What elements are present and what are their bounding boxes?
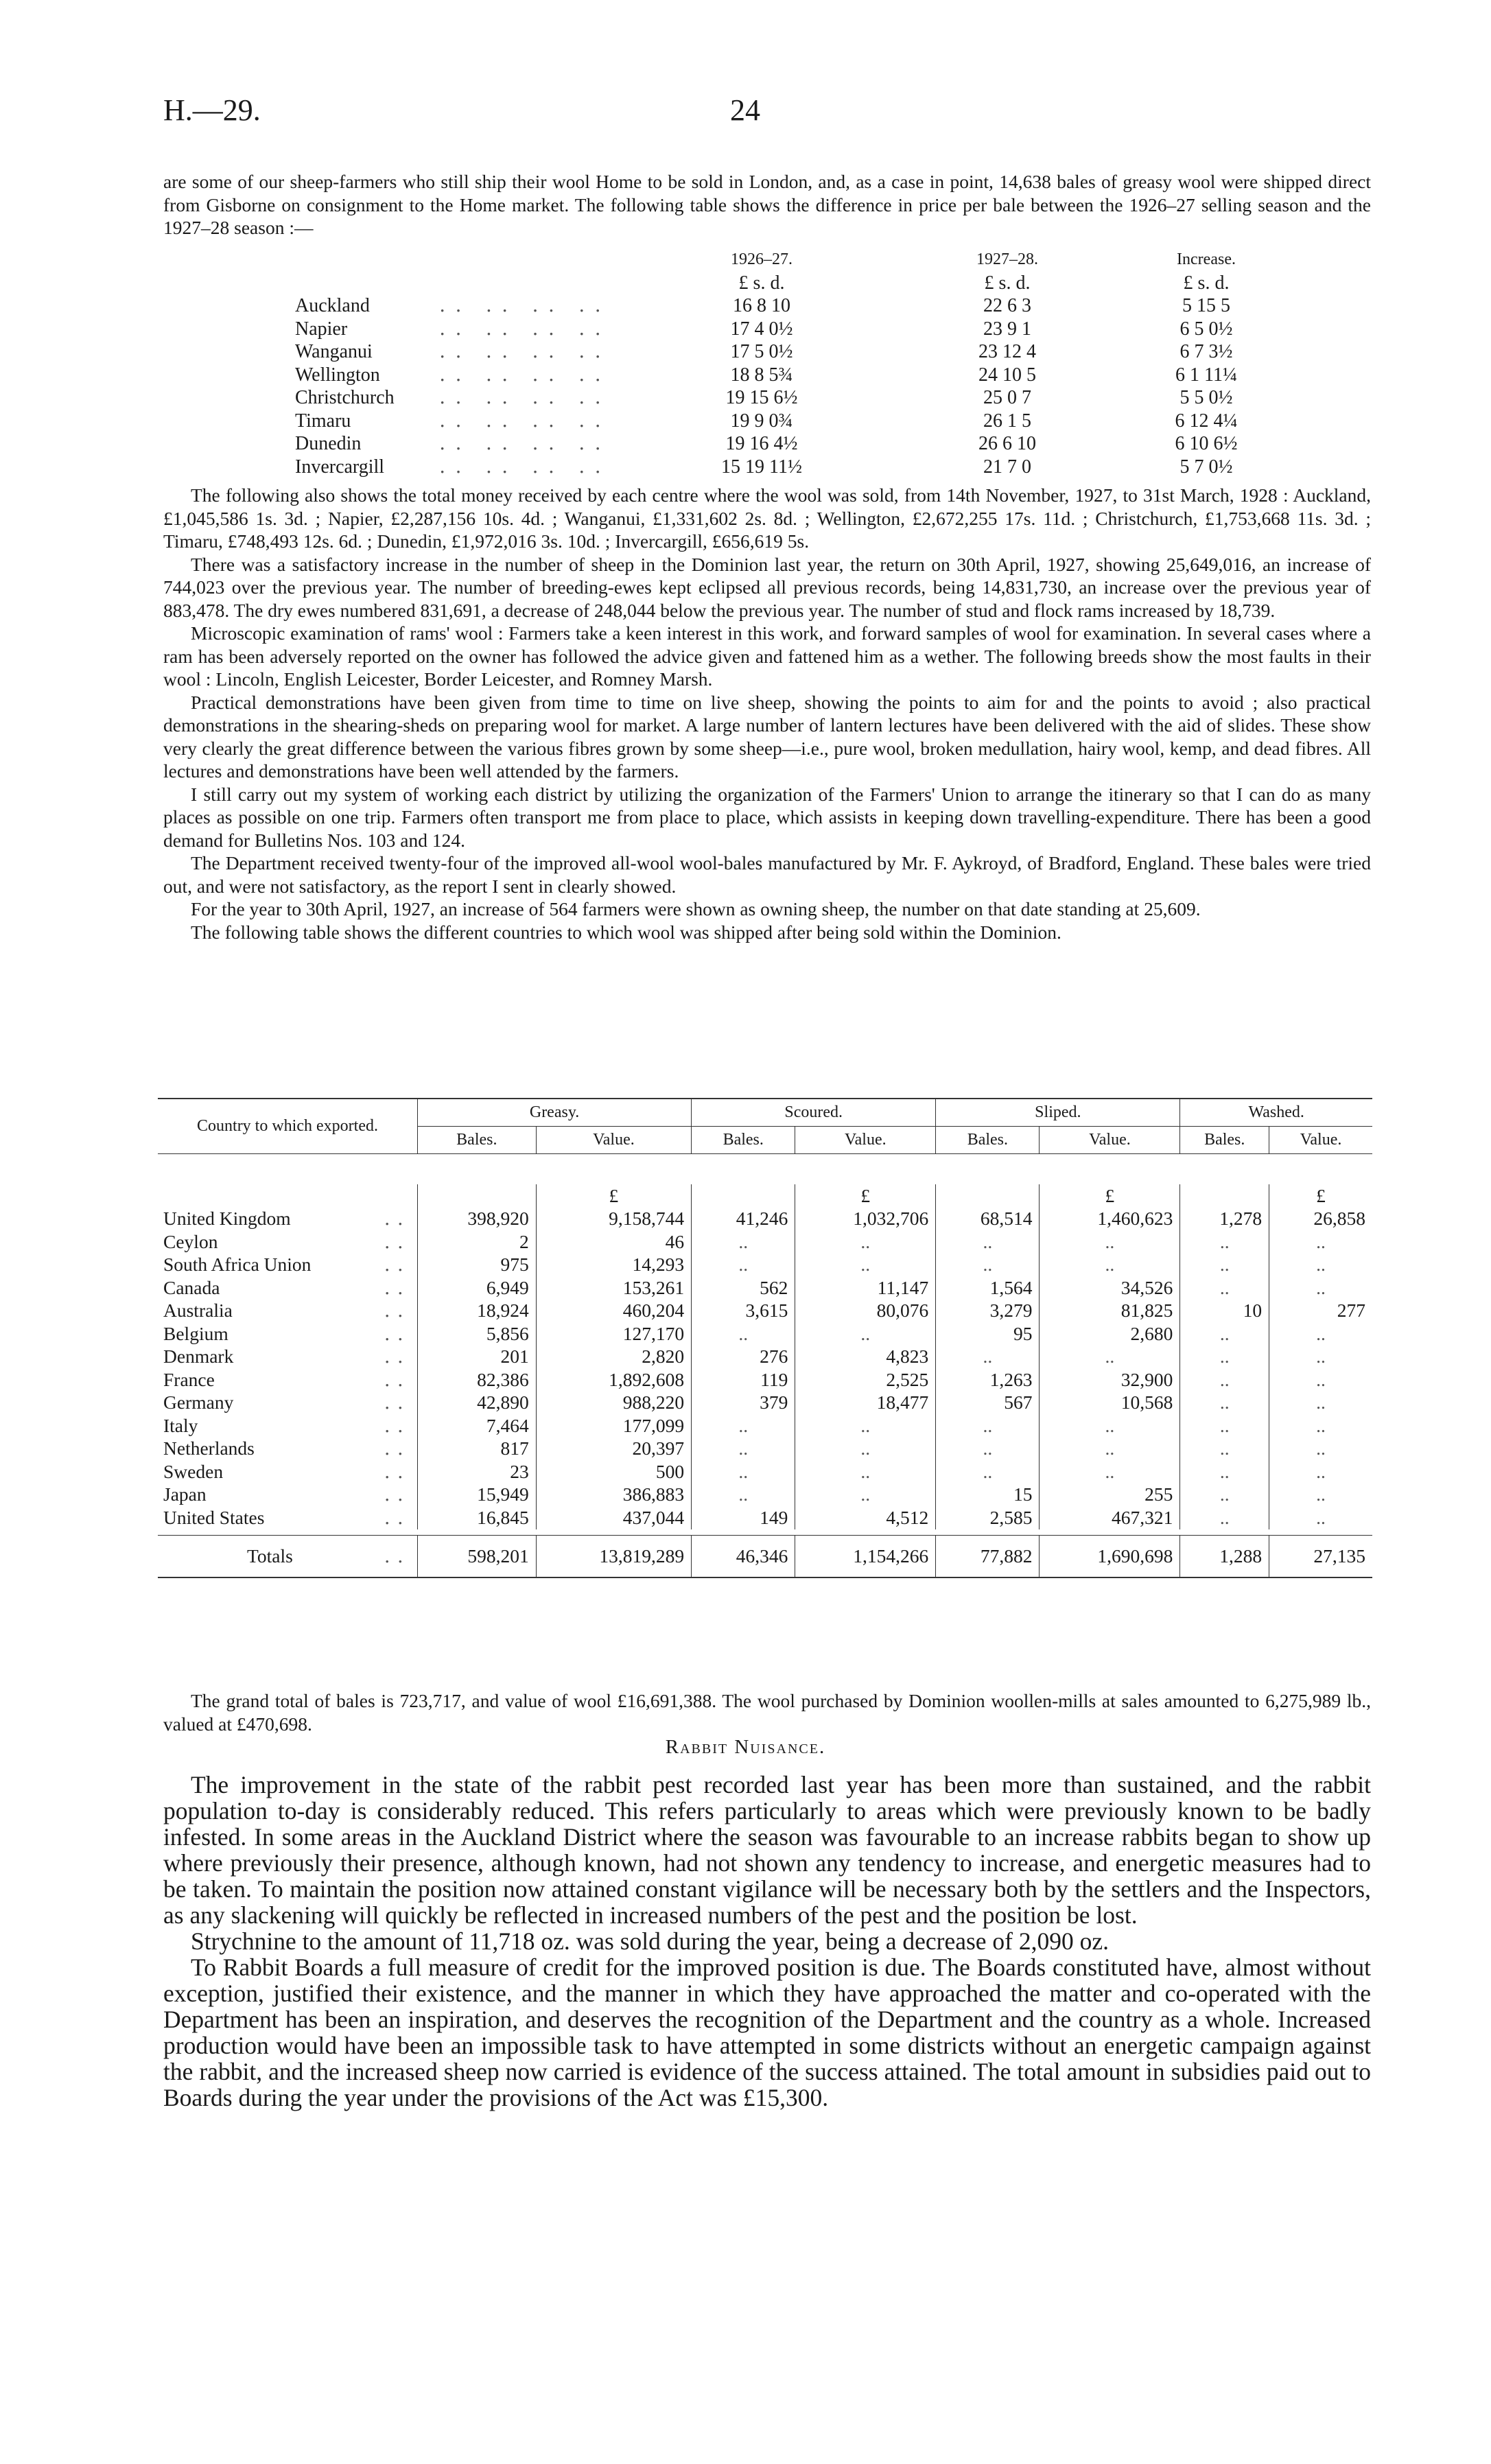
col-1927-28: 1927–28. — [976, 250, 1038, 268]
export-row — [158, 1460, 1372, 1483]
sub-value: Value. — [1269, 1127, 1372, 1154]
export-cell: 2,585 — [936, 1506, 1040, 1529]
export-row — [158, 1346, 1372, 1369]
unit-1: £ s. d. — [738, 272, 785, 294]
leader-dots: ․․ — [384, 1545, 410, 1567]
col-increase: Increase. — [1177, 250, 1236, 268]
export-cell: 15 — [936, 1483, 1040, 1507]
leader-dots: ․․ — [384, 1460, 410, 1482]
grand-total-paragraph: The grand total of bales is 723,717, and value of wool £16,691,388. The wool purchased by Dominion woollen-mills at sales amounted to 6,275,989 lb., valued at £470,698. — [163, 1690, 1371, 1735]
export-cell: 10,568 — [1040, 1392, 1180, 1415]
export-cell: .. — [1269, 1460, 1372, 1483]
export-cell: .. — [795, 1483, 936, 1507]
export-cell: 26,858 — [1269, 1208, 1372, 1231]
country-name: United Kingdom — [163, 1208, 291, 1230]
export-cell: 20,397 — [536, 1438, 691, 1461]
currency-symbol: £ — [1040, 1184, 1180, 1208]
leader-dots: ․․ ․․ ․․ ․․ — [439, 364, 611, 386]
export-cell: 398,920 — [418, 1208, 537, 1231]
export-cell: 437,044 — [536, 1506, 691, 1529]
rabbit-section — [163, 1772, 1371, 2111]
leader-dots: ․․ — [384, 1506, 410, 1528]
country-name: United States — [163, 1506, 265, 1528]
export-cell: 177,099 — [536, 1414, 691, 1438]
centre-name: Dunedin — [295, 433, 362, 454]
sub-value: Value. — [536, 1127, 691, 1154]
price-1927-28: 23 9 1 — [983, 318, 1031, 340]
country-name: Australia — [163, 1300, 233, 1322]
export-cell: 68,514 — [936, 1208, 1040, 1231]
export-cell: .. — [795, 1460, 936, 1483]
price-1927-28: 22 6 3 — [983, 295, 1031, 316]
country-name: South Africa Union — [163, 1254, 312, 1276]
microscopic-paragraph: Microscopic examination of rams' wool : Farmers take a keen interest in this work, and forward samples of wool for examination. In several cases where a ram has been adversely reported on the owner has followed the advice given and fattened him as a wether. The following breeds show the most faults in their wool : Lincoln, English Leicester, Border Leicester, and Romney Marsh. — [163, 622, 1371, 690]
price-increase: 5 7 0½ — [1179, 456, 1233, 478]
centre-name: Wellington — [295, 364, 380, 386]
sub-bales: Bales. — [1180, 1127, 1269, 1154]
centre-name: Timaru — [295, 410, 351, 432]
export-cell: .. — [692, 1322, 795, 1346]
price-increase: 5 5 0½ — [1179, 387, 1233, 408]
leader-dots: ․․ — [384, 1230, 410, 1252]
export-cell: 1,154,266 — [795, 1535, 936, 1577]
export-cell: 15,949 — [418, 1483, 537, 1507]
export-cell: 32,900 — [1040, 1368, 1180, 1392]
country-name: Sweden — [163, 1460, 224, 1482]
export-cell: .. — [1269, 1368, 1372, 1392]
leader-dots: ․․ — [384, 1392, 410, 1413]
totals-row — [158, 1535, 1372, 1577]
export-cell: 2,680 — [1040, 1322, 1180, 1346]
export-cell: 1,460,623 — [1040, 1208, 1180, 1231]
after-table-section — [163, 1689, 1371, 1735]
export-cell: 153,261 — [536, 1276, 691, 1300]
export-cell: 1,690,698 — [1040, 1535, 1180, 1577]
price-1926-27: 16 8 10 — [733, 295, 790, 316]
export-cell: 460,204 — [536, 1300, 691, 1323]
export-cell: 467,321 — [1040, 1506, 1180, 1529]
export-cell: 1,032,706 — [795, 1208, 936, 1231]
export-cell: 567 — [936, 1392, 1040, 1415]
leader-dots: ․․ ․․ ․․ ․․ — [439, 456, 611, 478]
page-number: 24 — [730, 93, 760, 127]
export-cell: 18,924 — [418, 1300, 537, 1323]
export-cell: 9,158,744 — [536, 1208, 691, 1231]
export-cell: 18,477 — [795, 1392, 936, 1415]
export-cell: 6,949 — [418, 1276, 537, 1300]
export-cell: .. — [1180, 1254, 1269, 1277]
export-cell: 1,892,608 — [536, 1368, 691, 1392]
export-cell: .. — [1180, 1438, 1269, 1461]
export-cell: 4,823 — [795, 1346, 936, 1369]
sub-value: Value. — [1040, 1127, 1180, 1154]
leader-dots: ․․ — [384, 1322, 410, 1344]
leader-dots: ․․ — [384, 1368, 410, 1390]
export-cell: 562 — [692, 1276, 795, 1300]
leader-dots: ․․ ․․ ․․ ․․ — [439, 387, 611, 408]
leader-dots: ․․ — [384, 1346, 410, 1368]
export-cell: 201 — [418, 1346, 537, 1369]
export-row — [158, 1254, 1372, 1277]
export-row — [158, 1506, 1372, 1529]
export-row — [158, 1368, 1372, 1392]
export-cell: .. — [692, 1230, 795, 1254]
leader-dots: ․․ ․․ ․․ ․․ — [439, 341, 611, 362]
strychnine-paragraph: Strychnine to the amount of 11,718 oz. was sold during the year, being a decrease of 2,090 oz. — [191, 1927, 1110, 1955]
export-cell: .. — [936, 1254, 1040, 1277]
export-cell: 119 — [692, 1368, 795, 1392]
export-cell: 95 — [936, 1322, 1040, 1346]
export-row — [158, 1230, 1372, 1254]
centre-name: Napier — [295, 318, 348, 340]
export-cell: 2,525 — [795, 1368, 936, 1392]
country-name: Netherlands — [163, 1438, 255, 1459]
currency-row — [158, 1184, 1372, 1208]
price-1927-28: 21 7 0 — [983, 456, 1031, 478]
price-increase: 6 12 4¼ — [1175, 410, 1238, 432]
country-name: Ceylon — [163, 1230, 218, 1252]
export-cell: .. — [795, 1438, 936, 1461]
export-cell: .. — [692, 1438, 795, 1461]
leader-dots: ․․ ․․ ․․ ․․ — [439, 318, 611, 340]
export-cell: .. — [1269, 1346, 1372, 1369]
export-cell: .. — [1180, 1276, 1269, 1300]
export-cell: 379 — [692, 1392, 795, 1415]
unit-3: £ s. d. — [1183, 272, 1230, 294]
export-cell: .. — [1269, 1392, 1372, 1415]
export-row — [158, 1438, 1372, 1461]
leader-dots: ․․ — [384, 1483, 410, 1505]
export-cell: .. — [1180, 1506, 1269, 1529]
sheep-numbers-paragraph: There was a satisfactory increase in the number of sheep in the Dominion last year, the return on 30th April, 1927, showing 25,649,016, an increase of 744,023 over the previous year. The number of breeding-ewes kept eclipsed all previous records, being 14,831,730, an increase over the previous year of 883,478. The dry ewes numbered 831,691, a decrease of 248,044 below the previous year. The number of stud and flock rams increased by 18,739. — [163, 553, 1371, 621]
price-1926-27: 19 15 6½ — [725, 387, 798, 408]
export-cell: 82,386 — [418, 1368, 537, 1392]
export-cell: .. — [1180, 1346, 1269, 1369]
export-cell: .. — [1269, 1414, 1372, 1438]
price-increase: 6 1 11¼ — [1175, 364, 1237, 386]
export-cell: 13,819,289 — [536, 1535, 691, 1577]
body-section — [163, 484, 1371, 943]
price-1927-28: 26 1 5 — [983, 410, 1031, 432]
export-cell: .. — [795, 1322, 936, 1346]
export-cell: .. — [1180, 1483, 1269, 1507]
export-cell: 80,076 — [795, 1300, 936, 1323]
country-name: Japan — [163, 1483, 207, 1505]
export-cell: .. — [1040, 1230, 1180, 1254]
export-cell: 127,170 — [536, 1322, 691, 1346]
country-name: Denmark — [163, 1346, 234, 1368]
leader-dots: ․․ — [384, 1438, 410, 1459]
export-cell: 2,820 — [536, 1346, 691, 1369]
export-cell: .. — [936, 1230, 1040, 1254]
farmers-increase-paragraph: For the year to 30th April, 1927, an increase of 564 farmers were shown as owning sheep, the number on that date standing at 25,609. — [191, 898, 1201, 919]
leader-dots: ․․ — [384, 1254, 410, 1276]
price-increase: 6 7 3½ — [1179, 341, 1233, 362]
export-cell: .. — [1180, 1368, 1269, 1392]
country-name: Canada — [163, 1276, 220, 1298]
centre-name: Christchurch — [295, 387, 395, 408]
leader-dots: ․․ ․․ ․․ ․․ — [439, 433, 611, 454]
export-cell: 11,147 — [795, 1276, 936, 1300]
price-1926-27: 17 4 0½ — [730, 318, 793, 340]
export-cell: .. — [1269, 1506, 1372, 1529]
export-cell: 4,512 — [795, 1506, 936, 1529]
export-cell: .. — [795, 1254, 936, 1277]
col-1926-27: 1926–27. — [731, 250, 793, 268]
export-cell: 1,263 — [936, 1368, 1040, 1392]
export-cell: 7,464 — [418, 1414, 537, 1438]
export-cell: .. — [692, 1483, 795, 1507]
export-cell: .. — [936, 1438, 1040, 1461]
sub-bales: Bales. — [936, 1127, 1040, 1154]
export-cell: .. — [1040, 1254, 1180, 1277]
leader-dots: ․․ ․․ ․․ ․․ — [439, 295, 611, 316]
rabbit-boards-paragraph: To Rabbit Boards a full measure of credit for the improved position is due. The Boards constituted have, almost without exception, justified their existence, and the manner in which they have approached the matter and co-operated with the Department has been an inspiration, and deserves the recognition of the Department and the country as a whole. Increased production would have been an impossible task to have attempted in some districts without an energetic campaign against the rabbit, and the increased sheep now carried is evidence of the success attained. The total amount in subsidies paid out to Boards during the year under the provisions of the Act was £15,300. — [163, 1953, 1371, 2111]
group-sliped: Sliped. — [936, 1099, 1180, 1127]
export-cell: .. — [1269, 1322, 1372, 1346]
group-washed: Washed. — [1180, 1099, 1372, 1127]
demonstrations-paragraph: Practical demonstrations have been given from time to time on live sheep, showing the points to aim for and the points to avoid ; also practical demonstrations in the shearing-sheds on preparing wool for market. A large number of lantern lectures have been delivered with the aid of slides. These show very clearly the great difference between the various fibres grown by some sheep—i.e., pure wool, broken medullation, hairy wool, kemp, and dead fibres. All lectures and demonstrations have been well attended by the farmers. — [163, 691, 1371, 782]
centre-name: Auckland — [295, 295, 370, 316]
export-cell: .. — [936, 1346, 1040, 1369]
export-cell: .. — [936, 1414, 1040, 1438]
export-cell: .. — [795, 1414, 936, 1438]
export-cell: 3,279 — [936, 1300, 1040, 1323]
country-name: France — [163, 1368, 215, 1390]
price-1926-27: 18 8 5¾ — [730, 364, 793, 386]
export-cell: 1,288 — [1180, 1535, 1269, 1577]
intro-paragraph: are some of our sheep-farmers who still ship their wool Home to be sold in London, and, as a case in point, 14,638 bales of greasy wool were shipped direct from Gisborne on consignment to the Home market. The following table shows the difference in price per bale between the 1926–27 selling season and the 1927–28 season :— — [163, 171, 1371, 238]
export-cell: .. — [936, 1460, 1040, 1483]
sub-value: Value. — [795, 1127, 936, 1154]
leader-dots: ․․ — [384, 1300, 410, 1322]
export-row — [158, 1276, 1372, 1300]
export-cell: 975 — [418, 1254, 537, 1277]
price-1926-27: 15 19 11½ — [721, 456, 802, 478]
export-cell: 41,246 — [692, 1208, 795, 1231]
export-cell: .. — [1269, 1438, 1372, 1461]
leader-dots: ․․ — [384, 1208, 410, 1230]
export-cell: 5,856 — [418, 1322, 537, 1346]
price-1927-28: 24 10 5 — [978, 364, 1036, 386]
export-cell: .. — [1040, 1460, 1180, 1483]
price-1927-28: 25 0 7 — [983, 387, 1031, 408]
price-increase: 5 15 5 — [1182, 295, 1230, 316]
export-cell: 34,526 — [1040, 1276, 1180, 1300]
intro-section — [163, 170, 1371, 239]
export-row — [158, 1300, 1372, 1323]
country-header: Country to which exported. — [158, 1099, 418, 1154]
export-cell: .. — [1180, 1322, 1269, 1346]
export-row — [158, 1392, 1372, 1415]
export-cell: 10 — [1180, 1300, 1269, 1323]
unit-2: £ s. d. — [984, 272, 1031, 294]
export-cell: 277 — [1269, 1300, 1372, 1323]
rabbit-paragraph-1: The improvement in the state of the rabbit pest recorded last year has been more than sustained, and the rabbit population to-day is considerably reduced. This refers particularly to areas which were previously known to be badly infested. In some areas in the Auckland District where the season was favourable to an increase rabbits began to show up where previously their presence, although known, had not shown any tendency to increase, and energetic measures had to be taken. To maintain the position now attained constant vigilance will be necessary both by the settlers and the Inspectors, as any slackening will quickly be reflected in increased numbers of the pest and the position be lost. — [163, 1771, 1371, 1929]
export-table-intro: The following table shows the different countries to which wool was shipped after being sold within the Dominion. — [191, 921, 1061, 943]
centre-name: Wanganui — [295, 341, 373, 362]
money-received-paragraph: The following also shows the total money received by each centre where the wool was sold, from 14th November, 1927, to 31st March, 1928 : Auckland, £1,045,586 1s. 3d. ; Napier, £2,287,156 10s. 4d. ; Wanganui, £1,331,602 2s. 8d. ; Wellington, £2,672,255 17s. 11d. ; Christchurch, £1,753,668 11s. 3d. ; Timaru, £748,493 12s. 6d. ; Dunedin, £1,972,016 3s. 10d. ; Invercargill, £656,619 5s. — [163, 484, 1371, 552]
export-cell: .. — [1269, 1276, 1372, 1300]
export-cell: .. — [1040, 1346, 1180, 1369]
export-cell: 149 — [692, 1506, 795, 1529]
price-1927-28: 26 6 10 — [978, 433, 1036, 454]
export-cell: .. — [1269, 1483, 1372, 1507]
price-1926-27: 19 16 4½ — [725, 433, 798, 454]
export-row — [158, 1414, 1372, 1438]
leader-dots: ․․ — [384, 1414, 410, 1436]
export-cell: .. — [1180, 1460, 1269, 1483]
export-cell: .. — [1040, 1414, 1180, 1438]
export-cell: 23 — [418, 1460, 537, 1483]
export-cell: .. — [1180, 1392, 1269, 1415]
export-cell: 16,845 — [418, 1506, 537, 1529]
export-cell: .. — [692, 1254, 795, 1277]
wool-export-table — [158, 1098, 1372, 1578]
export-row — [158, 1483, 1372, 1507]
export-cell: 27,135 — [1269, 1535, 1372, 1577]
export-cell: .. — [1269, 1254, 1372, 1277]
export-table-body — [158, 1154, 1372, 1577]
export-cell: 46 — [536, 1230, 691, 1254]
export-cell: 1,278 — [1180, 1208, 1269, 1231]
spacer-row — [158, 1154, 1372, 1185]
export-cell: 255 — [1040, 1483, 1180, 1507]
price-increase: 6 10 6½ — [1175, 433, 1238, 454]
country-name: Germany — [163, 1392, 234, 1413]
export-cell: 817 — [418, 1438, 537, 1461]
country-name: Belgium — [163, 1322, 228, 1344]
itinerary-paragraph: I still carry out my system of working each district by utilizing the organization of the Farmers' Union to arrange the itinerary so that I can do as many places as possible on one trip. Farmers often transport me from place to place, which assists in keeping down travelling-expenditure. There has been a good demand for Bulletins Nos. 103 and 124. — [163, 783, 1371, 851]
currency-symbol: £ — [795, 1184, 936, 1208]
rabbit-heading: Rabbit Nuisance. — [665, 1736, 826, 1758]
export-cell: 386,883 — [536, 1483, 691, 1507]
export-cell: 988,220 — [536, 1392, 691, 1415]
country-name: Totals — [247, 1545, 293, 1567]
centre-name: Invercargill — [295, 456, 385, 478]
export-cell: .. — [692, 1414, 795, 1438]
country-name: Italy — [163, 1414, 198, 1436]
export-cell: .. — [1180, 1414, 1269, 1438]
leader-dots: ․․ ․․ ․․ ․․ — [439, 410, 611, 432]
price-1926-27: 19 9 0¾ — [730, 410, 793, 432]
currency-symbol: £ — [1269, 1184, 1372, 1208]
export-cell: 500 — [536, 1460, 691, 1483]
wool-bales-paragraph: The Department received twenty-four of the improved all-wool wool-bales manufactured by Mr. F. Aykroyd, of Bradford, England. These bales were tried out, and were not satisfactory, as the report I sent in clearly showed. — [163, 852, 1371, 897]
group-greasy: Greasy. — [418, 1099, 692, 1127]
export-row — [158, 1322, 1372, 1346]
export-cell: 2 — [418, 1230, 537, 1254]
export-cell: 598,201 — [418, 1535, 537, 1577]
export-cell: 81,825 — [1040, 1300, 1180, 1323]
group-scoured: Scoured. — [692, 1099, 936, 1127]
document-reference: H.—29. — [163, 93, 261, 127]
export-cell: 46,346 — [692, 1535, 795, 1577]
export-cell: .. — [1040, 1438, 1180, 1461]
export-cell: 1,564 — [936, 1276, 1040, 1300]
price-increase: 6 5 0½ — [1179, 318, 1233, 340]
export-cell: .. — [692, 1460, 795, 1483]
export-cell: .. — [1180, 1230, 1269, 1254]
leader-dots: ․․ — [384, 1276, 410, 1298]
currency-symbol: £ — [536, 1184, 691, 1208]
export-row — [158, 1208, 1372, 1231]
export-cell: 77,882 — [936, 1535, 1040, 1577]
export-cell: 276 — [692, 1346, 795, 1369]
export-cell: .. — [795, 1230, 936, 1254]
sub-bales: Bales. — [418, 1127, 537, 1154]
price-1926-27: 17 5 0½ — [730, 341, 793, 362]
export-cell: 42,890 — [418, 1392, 537, 1415]
export-cell: 3,615 — [692, 1300, 795, 1323]
export-cell: 14,293 — [536, 1254, 691, 1277]
spacer-row — [158, 1529, 1372, 1536]
sub-bales: Bales. — [692, 1127, 795, 1154]
price-1927-28: 23 12 4 — [978, 341, 1036, 362]
export-cell: .. — [1269, 1230, 1372, 1254]
